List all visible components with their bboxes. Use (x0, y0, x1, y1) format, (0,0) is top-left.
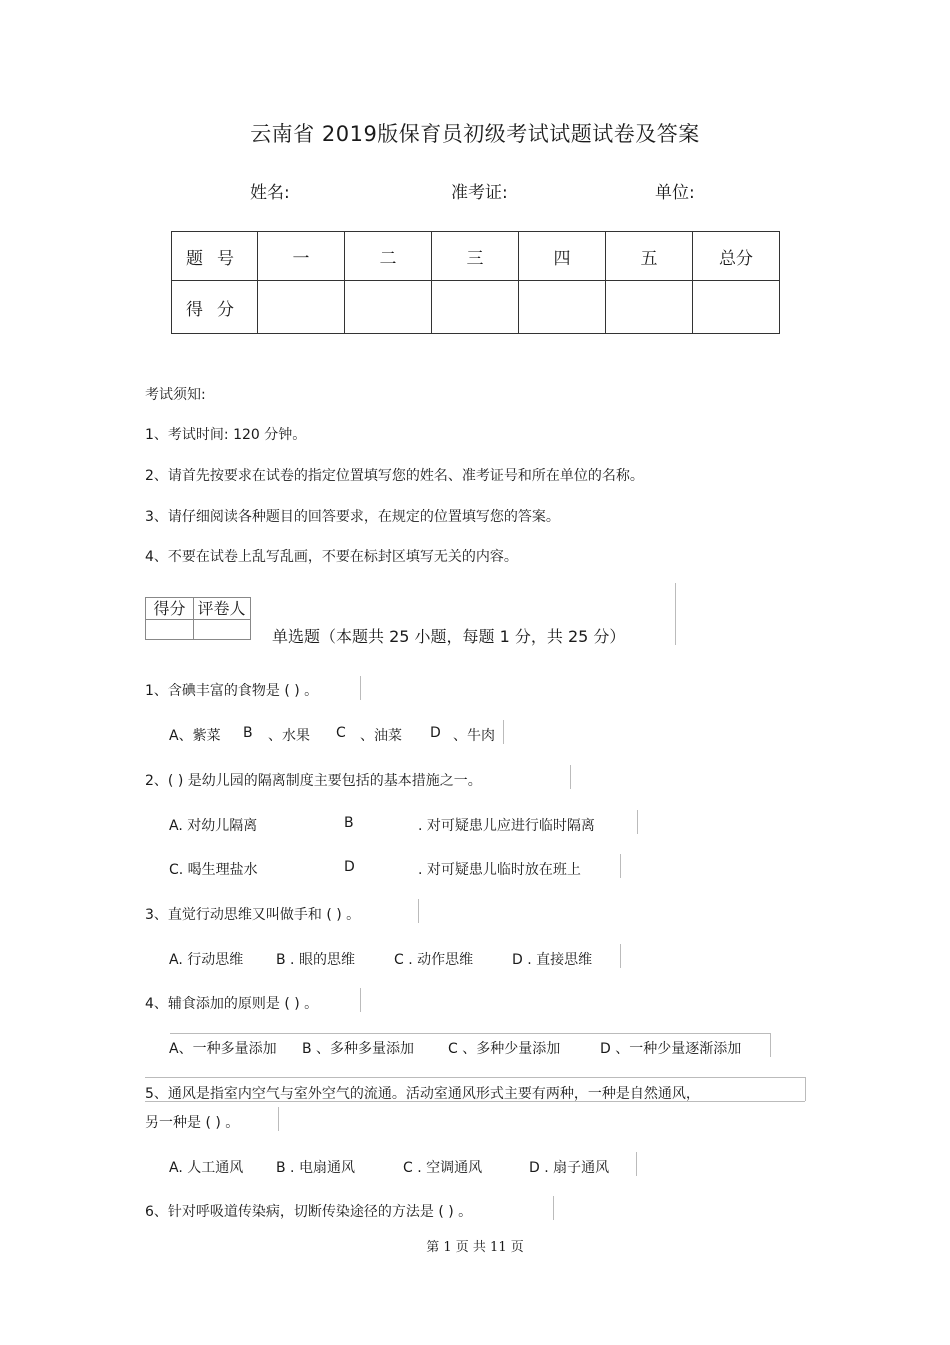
q5-option-a: A. 人工通风 (169, 1160, 244, 1176)
q5-option-d: D . 扇子通风 (529, 1160, 610, 1176)
edge-line (418, 899, 419, 923)
col-header-1: 一 (258, 232, 345, 281)
score-table-score-row (172, 281, 780, 334)
row-label-question-number: 题号 (172, 232, 258, 281)
row-label-score: 得分 (172, 281, 258, 334)
grader-box (145, 597, 251, 640)
q1-option-d: 、牛肉 (453, 728, 495, 744)
unit-field-label: 单位: (655, 183, 695, 203)
q3-option-a: A. 行动思维 (169, 952, 244, 968)
edge-line (278, 1107, 279, 1131)
q2-option-b: . 对可疑患儿应进行临时隔离 (418, 818, 595, 834)
grader-reviewer-label: 评卷人 (197, 599, 246, 618)
col-header-5: 五 (606, 232, 693, 281)
notice-heading: 考试须知: (145, 387, 206, 403)
score-table-header-row (172, 232, 780, 281)
col-header-2: 二 (345, 232, 432, 281)
q2-option-a: A. 对幼儿隔离 (169, 818, 258, 834)
question-5-stem-line2: 另一种是 ( ) 。 (145, 1115, 240, 1131)
notice-item-3: 3、请仔细阅读各种题目的回答要求，在规定的位置填写您的答案。 (145, 509, 560, 525)
question-1-stem: 1、含碘丰富的食物是 ( ) 。 (145, 683, 319, 699)
q1-option-c: 、油菜 (360, 728, 402, 744)
edge-line (570, 765, 571, 789)
q3-option-b: B . 眼的思维 (276, 952, 355, 968)
section-edge-line (675, 583, 676, 645)
q1-option-b-letter: B (243, 725, 253, 741)
score-cell-2 (345, 281, 432, 334)
edge-line (620, 944, 621, 968)
edge-line (145, 1077, 805, 1078)
q5-option-c: C . 空调通风 (403, 1160, 483, 1176)
question-3-stem: 3、直觉行动思维又叫做手和 ( ) 。 (145, 907, 361, 923)
edge-line (620, 854, 621, 878)
q1-option-b: 、水果 (268, 728, 310, 744)
q1-option-c-letter: C (336, 725, 346, 741)
edge-line (553, 1196, 554, 1220)
q4-option-c: C 、多种少量添加 (448, 1041, 561, 1057)
edge-line (770, 1033, 771, 1057)
page-footer: 第 1 页 共 11 页 (426, 1240, 524, 1255)
page-title: 云南省 2019版保育员初级考试试题试卷及答案 (250, 122, 700, 146)
q3-option-d: D . 直接思维 (512, 952, 593, 968)
edge-line (503, 720, 504, 744)
q2-option-d-letter: D (344, 859, 355, 875)
q2-option-b-letter: B (344, 815, 354, 831)
question-5-stem-line1: 5、通风是指室内空气与室外空气的流通。活动室通风形式主要有两种，一种是自然通风， (145, 1086, 700, 1102)
question-4-stem: 4、辅食添加的原则是 ( ) 。 (145, 996, 319, 1012)
col-header-total: 总分 (693, 232, 780, 281)
score-cell-4 (519, 281, 606, 334)
q5-option-b: B . 电扇通风 (276, 1160, 355, 1176)
q2-option-d: . 对可疑患儿临时放在班上 (418, 862, 581, 878)
grader-score-label: 得分 (146, 598, 194, 619)
q4-option-d: D 、一种少量逐渐添加 (600, 1041, 742, 1057)
score-cell-total (693, 281, 780, 334)
grader-divider-vertical (193, 619, 194, 639)
q4-option-a: A、一种多量添加 (169, 1041, 277, 1057)
edge-line (170, 1033, 770, 1034)
score-cell-1 (258, 281, 345, 334)
score-cell-5 (606, 281, 693, 334)
q1-option-a: A、紫菜 (169, 728, 221, 744)
edge-line (637, 810, 638, 834)
question-2-stem: 2、( ) 是幼儿园的隔离制度主要包括的基本措施之一。 (145, 773, 482, 789)
notice-item-1: 1、考试时间: 120 分钟。 (145, 427, 307, 443)
score-cell-3 (432, 281, 519, 334)
q4-option-b: B 、多种多量添加 (302, 1041, 415, 1057)
edge-line (805, 1077, 806, 1101)
exam-number-field-label: 准考证: (451, 183, 508, 203)
col-header-3: 三 (432, 232, 519, 281)
score-table (171, 231, 780, 334)
q1-option-d-letter: D (430, 725, 441, 741)
q3-option-c: C . 动作思维 (394, 952, 474, 968)
notice-item-4: 4、不要在试卷上乱写乱画，不要在标封区填写无关的内容。 (145, 549, 518, 565)
name-field-label: 姓名: (250, 183, 290, 203)
edge-line (360, 988, 361, 1012)
edge-line (360, 676, 361, 700)
col-header-4: 四 (519, 232, 606, 281)
grader-divider (146, 619, 250, 620)
question-6-stem: 6、针对呼吸道传染病，切断传染途径的方法是 ( ) 。 (145, 1204, 473, 1220)
notice-item-2: 2、请首先按要求在试卷的指定位置填写您的姓名、准考证号和所在单位的名称。 (145, 468, 644, 484)
edge-line (636, 1152, 637, 1176)
section-title: 单选题（本题共 25 小题，每题 1 分，共 25 分） (272, 627, 626, 646)
q2-option-c: C. 喝生理盐水 (169, 862, 258, 878)
